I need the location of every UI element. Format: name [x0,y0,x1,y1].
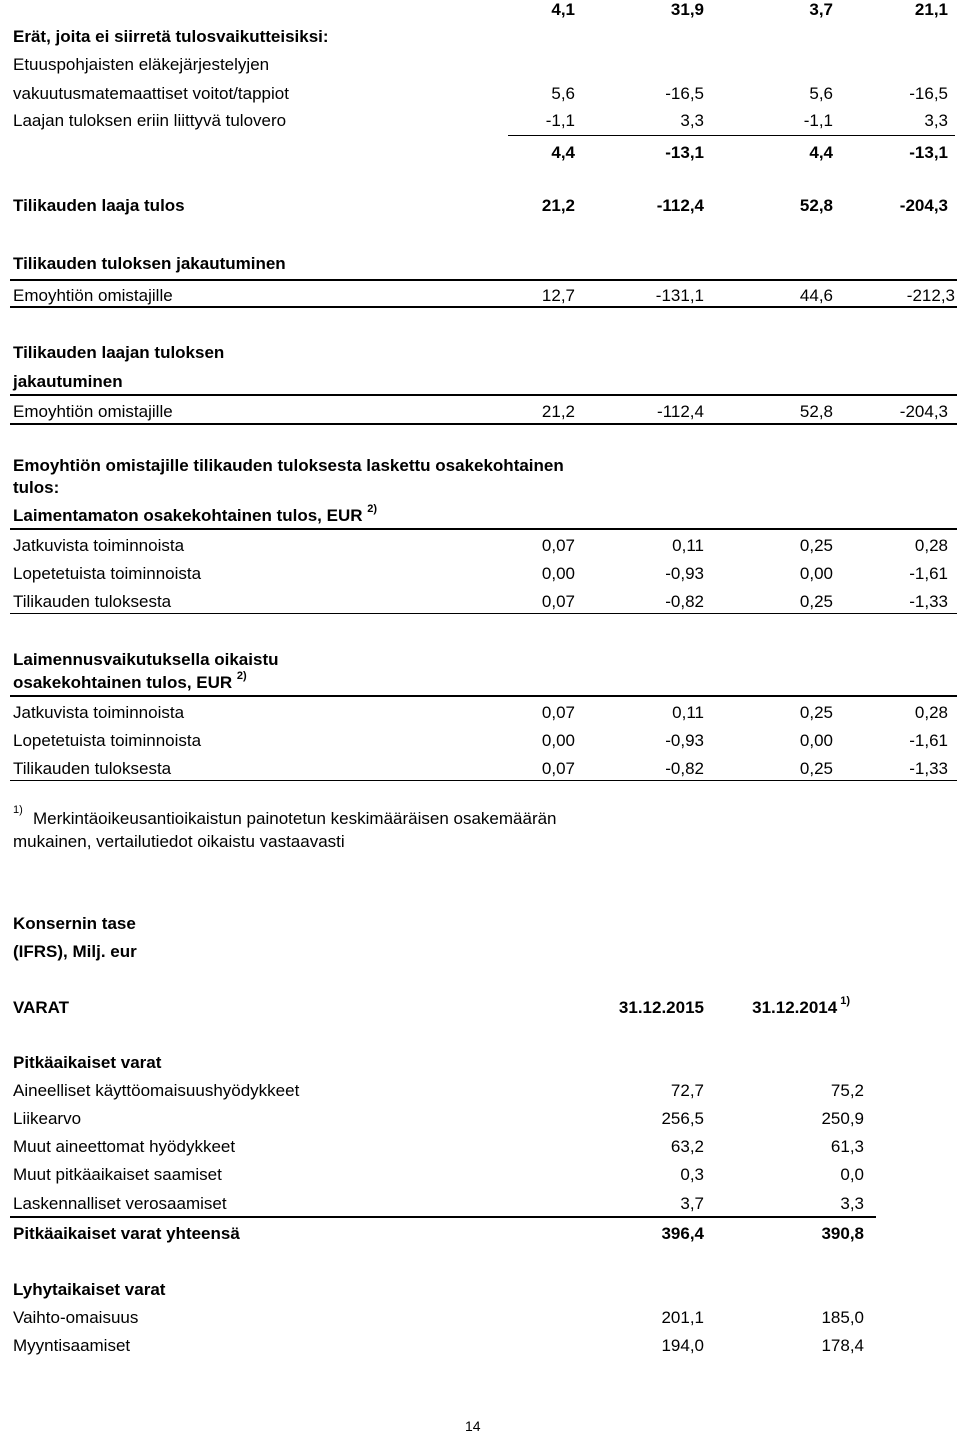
bs-row-label: Muut pitkäaikaiset saamiset [13,1165,222,1184]
bs-value: 75,2 [830,1081,864,1100]
bs-row-label: Vaihto-omaisuus [13,1308,139,1327]
comprehensive-income-value: 52,8 [799,196,833,215]
eps-value: 0,00 [799,564,833,583]
comprehensive-distribution-heading-1: Tilikauden laajan tuloksen [13,343,225,362]
bs-value: 72,7 [670,1081,704,1100]
page-number: 14 [465,1418,481,1434]
comprehensive-income-value: -112,4 [656,196,704,215]
diluted-continuing-label: Jatkuvista toiminnoista [13,703,185,722]
footnote-2-marker: 2) [367,503,378,515]
balance-sheet-title-1: Konsernin tase [13,914,136,933]
pension-value: -16,5 [665,84,704,103]
assets-label: VARAT [13,998,70,1017]
items-total-value: -13,1 [665,143,704,162]
eps-value: 0,07 [541,592,575,611]
top-total-fy-2014: 21,1 [914,0,948,19]
items-not-reclassified-heading: Erät, joita ei siirretä tulosvaikutteisiksi: [13,27,329,46]
eps-value: 0,00 [799,731,833,750]
bs-value: 185,0 [821,1308,864,1327]
top-total-q4-2015: 4,1 [551,0,575,19]
eps-diluted-heading-1: Laimennusvaikutuksella oikaistu [13,650,279,669]
tax-value: -1,1 [545,111,575,130]
tax-value: 3,3 [680,111,704,130]
bs-value: 256,5 [661,1109,704,1128]
tax-value: -1,1 [803,111,833,130]
eps-value: -0,82 [665,592,704,611]
footnote-1-marker: 1) [840,995,850,1007]
bs-row-label: Myyntisaamiset [13,1336,131,1355]
comprehensive-distribution-heading-2: jakautuminen [13,372,123,391]
non-current-heading: Pitkäaikaiset varat [13,1053,162,1072]
eps-value: 0,11 [672,536,704,555]
bs-value: 194,0 [661,1336,704,1355]
pension-value: -16,5 [909,84,948,103]
column-header-2014 [752,995,850,1018]
eps-value: -0,93 [665,731,704,750]
section-rule [10,528,957,530]
comprehensive-owners-value: 52,8 [799,402,833,421]
comprehensive-owners-label: Emoyhtiön omistajille [13,402,173,421]
eps-value: 0,28 [914,703,948,722]
profit-owners-value: 12,7 [541,286,575,305]
eps-value: 0,00 [541,564,575,583]
items-total-value: 4,4 [551,143,575,162]
eps-value: 0,25 [799,759,833,778]
section-rule [10,613,957,614]
bs-value: 0,0 [840,1165,864,1184]
bs-value: 0,3 [680,1165,704,1184]
section-rule [10,279,957,281]
eps-value: 0,07 [541,536,575,555]
current-heading: Lyhytaikaiset varat [13,1280,166,1299]
eps-value: -1,61 [909,731,948,750]
column-header-2015: 31.12.2015 [618,998,704,1017]
bs-value: 3,7 [680,1194,704,1213]
bs-row-label: Liikearvo [13,1109,82,1128]
eps-undiluted-heading-text: Laimentamaton osakekohtainen tulos, EUR [13,506,363,525]
undiluted-continuing-label: Jatkuvista toiminnoista [13,536,185,555]
pension-value: 5,6 [551,84,575,103]
section-rule [10,423,957,425]
non-current-total-value: 396,4 [661,1224,704,1243]
pension-label-line2: vakuutusmatemaattiset voitot/tappiot [13,84,289,103]
eps-heading-2: tulos: [13,478,60,497]
non-current-total-label: Pitkäaikaiset varat yhteensä [13,1224,240,1243]
bs-value: 61,3 [830,1137,864,1156]
eps-value: 0,25 [799,703,833,722]
bs-row-label: Aineelliset käyttöomaisuushyödykkeet [13,1081,300,1100]
comprehensive-owners-value: 21,2 [541,402,575,421]
section-rule [10,306,957,308]
undiluted-period-label: Tilikauden tuloksesta [13,592,172,611]
comprehensive-income-label: Tilikauden laaja tulos [13,196,185,215]
eps-value: 0,00 [541,731,575,750]
top-total-fy-2015: 3,7 [809,0,833,19]
section-rule [10,695,957,697]
non-current-total-value: 390,8 [821,1224,864,1243]
comprehensive-owners-value: -112,4 [657,402,704,421]
profit-distribution-heading: Tilikauden tuloksen jakautuminen [13,254,286,273]
tax-value: 3,3 [924,111,948,130]
balance-sheet-title-2: (IFRS), Milj. eur [13,942,137,961]
bs-row-label: Muut aineettomat hyödykkeet [13,1137,236,1156]
diluted-period-label: Tilikauden tuloksesta [13,759,172,778]
undiluted-discontinued-label: Lopetetuista toiminnoista [13,564,202,583]
eps-value: 0,25 [799,536,833,555]
eps-value: 0,07 [541,759,575,778]
eps-value: -0,82 [665,759,704,778]
comprehensive-income-value: -204,3 [899,196,948,215]
pension-value: 5,6 [809,84,833,103]
eps-value: -0,93 [665,564,704,583]
eps-undiluted-heading [13,503,378,526]
bs-value: 250,9 [821,1109,864,1128]
bs-value: 3,3 [840,1194,864,1213]
eps-heading-1: Emoyhtiön omistajille tilikauden tuloksesta laskettu osakekohtainen [13,456,564,475]
bs-value: 63,2 [670,1137,704,1156]
items-total-value: 4,4 [809,143,833,162]
section-rule [10,780,957,781]
total-rule [10,1216,876,1218]
eps-value: 0,11 [672,703,704,722]
eps-value: -1,33 [909,759,948,778]
bs-value: 201,1 [661,1308,704,1327]
items-total-value: -13,1 [909,143,948,162]
profit-owners-label: Emoyhtiön omistajille [13,286,173,305]
profit-owners-value: -212,3 [906,286,955,305]
column-header-2014-text: 31.12.2014 [752,998,838,1017]
top-total-q4-2014: 31,9 [670,0,704,19]
footnote-line2: mukainen, vertailutiedot oikaistu vastaavasti [13,832,345,851]
eps-value: -1,61 [909,564,948,583]
bs-value: 178,4 [821,1336,864,1355]
footnote-line1: Merkintäoikeusantioikaistun painotetun keskimääräisen osakemäärän [33,809,557,828]
eps-value: 0,25 [799,592,833,611]
diluted-discontinued-label: Lopetetuista toiminnoista [13,731,202,750]
footnote-marker: 1) [13,804,23,816]
section-rule [10,394,957,396]
eps-value: 0,28 [914,536,948,555]
profit-owners-value: 44,6 [799,286,833,305]
subtotal-rule [508,135,955,136]
eps-diluted-heading-2 [13,670,247,693]
eps-value: -1,33 [909,592,948,611]
comprehensive-income-value: 21,2 [541,196,575,215]
footnote-2-marker: 2) [236,670,247,682]
profit-owners-value: -131,1 [655,286,704,305]
eps-value: 0,07 [541,703,575,722]
bs-row-label: Laskennalliset verosaamiset [13,1194,227,1213]
comprehensive-owners-value: -204,3 [899,402,948,421]
pension-label-line1: Etuuspohjaisten eläkejärjestelyjen [13,55,270,74]
tax-label: Laajan tuloksen eriin liittyvä tulovero [13,111,287,130]
eps-diluted-heading-text: osakekohtainen tulos, EUR [13,673,233,692]
